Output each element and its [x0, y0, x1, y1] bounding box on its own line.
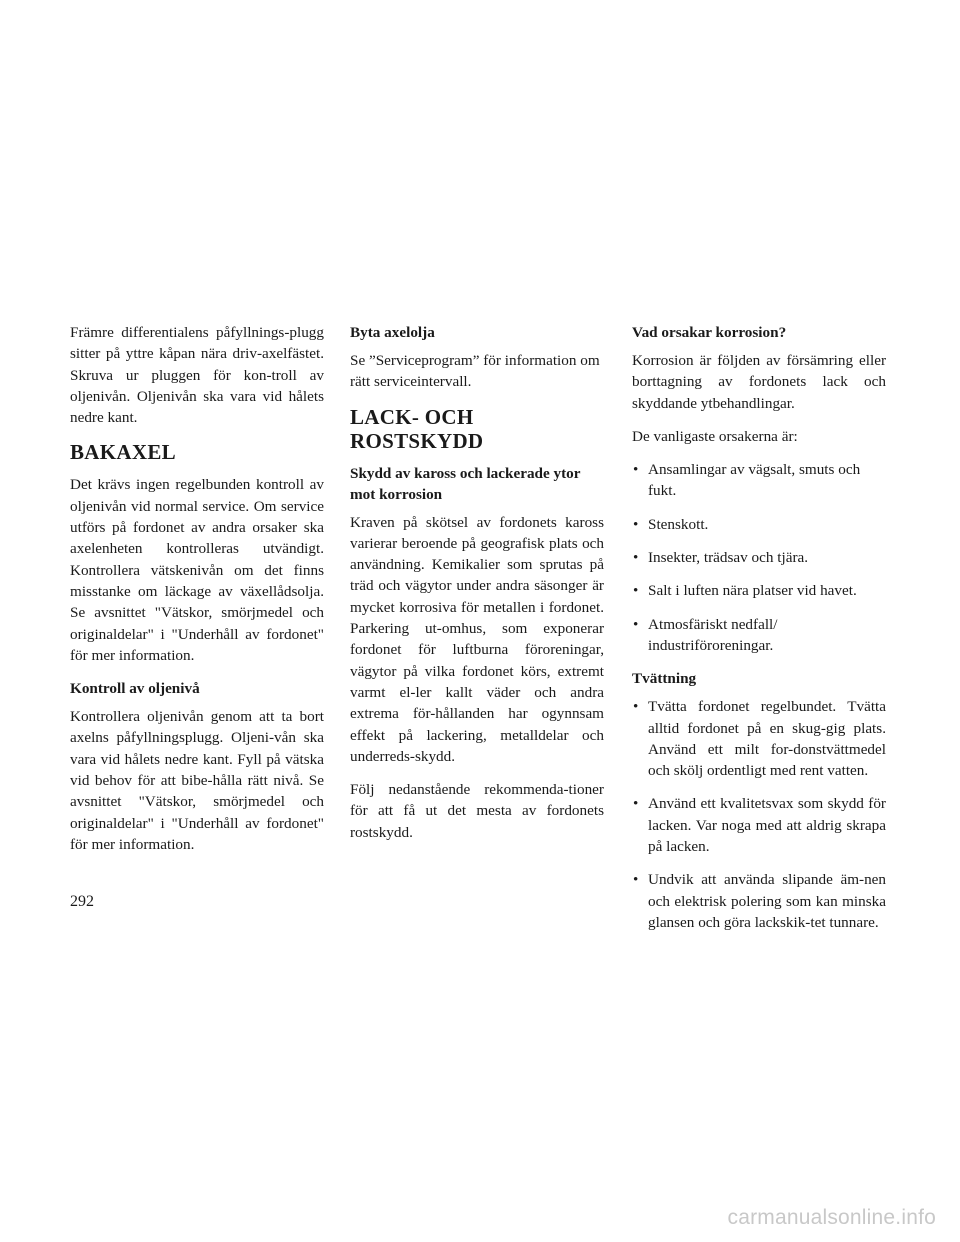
list-item: • Stenskott. — [632, 514, 886, 535]
paragraph-front-diff: Främre differentialens påfyllnings-plugg sitter på yttre kåpan nära driv-axelfästet. Skruva ur pluggen för kon-troll av oljenivån. Oljenivån ska vara vid hålets nedre kant. — [70, 324, 324, 427]
paragraph-skydd: Kraven på skötsel av fordonets kaross varierar beroende på geografisk plats och användning. Kemikalier som sprutas på träd och vägytor under andra säsonger är mycket korrosiva för metallen i fordonet. Parkering ut-omhus, som exponerar fordonet för luftburna föroreningar, vägytor på vilka fordonet körs, extremt varmt el-ler kallt väder och andra extrema för-hållanden har ogynnsam effekt på lackering, metalldelar och underreds-skydd. — [350, 513, 604, 765]
heading-lack-rostskydd: LACK- OCH ROSTSKYDD — [350, 404, 484, 453]
column-left — [70, 322, 324, 867]
paragraph-folj: Följ nedanstående rekommenda-tioner för att få ut det mesta av fordonets rostskydd. — [350, 781, 604, 841]
heading-bakaxel: BAKAXEL — [70, 440, 176, 465]
paragraph-byta: Se ”Serviceprogram” för information om rätt serviceintervall. — [350, 352, 600, 391]
list-item: • Salt i luften nära platser vid havet. — [632, 580, 886, 601]
list-item: • Undvik att använda slipande äm-nen och elektrisk polering som kan minska glansen och göra lackskik-tet tunnare. — [632, 869, 886, 933]
page-number: 292 — [70, 893, 94, 910]
column-right — [632, 322, 886, 945]
list-item: • Ansamlingar av vägsalt, smuts och fukt. — [632, 459, 886, 502]
heading-tvattning: Tvättning — [632, 670, 697, 688]
list-item: • Tvätta fordonet regelbundet. Tvätta alltid fordonet på en skug-gig plats. Använd ett milt for-donstvättmedel och skölj ordentligt med rent vatten. — [632, 696, 886, 781]
list-item: • Atmosfäriskt nedfall/ industriföroreningar. — [632, 614, 886, 657]
list-causes — [632, 459, 886, 656]
paragraph-bakaxel: Det krävs ingen regelbunden kontroll av oljenivån vid normal service. Om service utförs på fordonet av andra orsaker ska axelenheten kontrolleras utvändigt. Kontrollera vätskenivån om det finns misstanke om läckage av växellådsolja. Se avsnittet "Vätskor, smörjmedel och originaldelar" i "Underhåll av fordonet" för mer information. — [70, 476, 324, 664]
list-item: • Använd ett kvalitetsvax som skydd för lacken. Var noga med att aldrig skrapa på lacken. — [632, 793, 886, 857]
paragraph-vanligaste: De vanligaste orsakerna är: — [632, 427, 798, 445]
heading-kontroll-oljeniva: Kontroll av oljenivå — [70, 680, 200, 698]
paragraph-orsak: Korrosion är följden av försämring eller borttagning av fordonets lack och skyddande ytbehandlingar. — [632, 352, 886, 412]
watermark: carmanualsonline.info — [727, 1206, 936, 1229]
heading-byta-axelolja: Byta axelolja — [350, 324, 435, 341]
list-washing — [632, 696, 886, 933]
column-middle — [350, 322, 604, 855]
heading-vad-orsakar: Vad orsakar korrosion? — [632, 324, 787, 341]
paragraph-kontroll: Kontrollera oljenivån genom att ta bort axelns påfyllningsplugg. Oljeni-vån ska vara vid hålets nedre kant. Fyll på vätska vid behov för att bibe-hålla rätt nivå. Se avsnittet "Vätskor, smörjmedel och originaldelar" i "Underhåll av fordonet" för mer information. — [70, 708, 324, 853]
heading-skydd-kaross: Skydd av kaross och lackerade ytor mot korrosion — [350, 464, 581, 503]
list-item: • Insekter, trädsav och tjära. — [632, 547, 886, 568]
